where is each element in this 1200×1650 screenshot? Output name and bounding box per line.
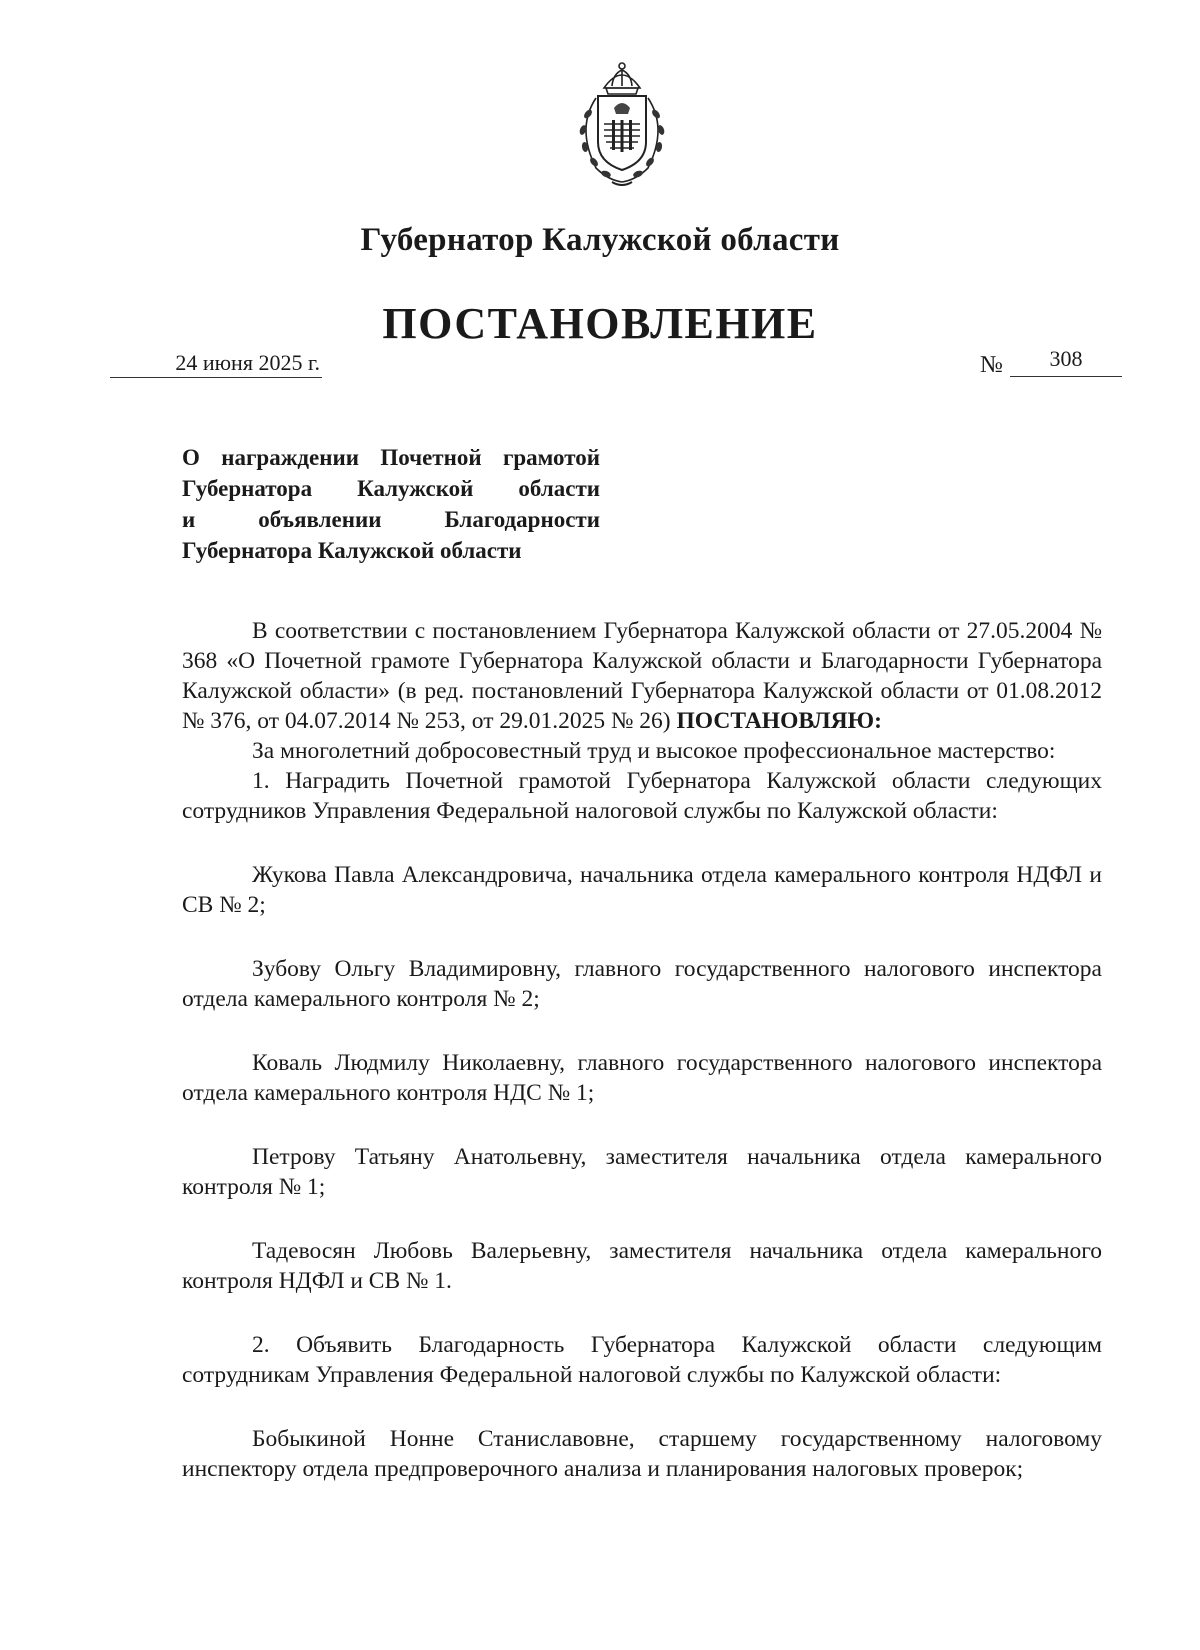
item2-paragraph: 2. Объявить Благодарность Губернатора Калужской области следующим сотрудникам Управления Федеральной налоговой службы по Калужской области: [182, 1332, 1102, 1388]
subject-line: и объявлении Благодарности [182, 507, 600, 532]
issuer-title: Губернатор Калужской области [360, 222, 840, 258]
spacer [182, 920, 1102, 954]
recipient-item: Коваль Людмилу Николаевну, главного государственного налогового инспектора отдела камерального контроля НДС № 1; [182, 1050, 1102, 1106]
decree-word: ПОСТАНОВЛЯЮ: [676, 708, 882, 734]
spacer [182, 1014, 1102, 1048]
reason-paragraph: За многолетний добросовестный труд и высокое профессиональное мастерство: [252, 738, 1056, 764]
document-date: 24 июня 2025 г. [110, 350, 322, 378]
document-type: ПОСТАНОВЛЕНИЕ [382, 299, 818, 348]
recipient-item: Бобыкиной Нонне Станиславовне, старшему государственному налоговому инспектору отдела предпроверочного анализа и планирования налоговых проверок; [182, 1426, 1102, 1482]
recipient-item: Тадевосян Любовь Валерьевну, заместителя начальника отдела камерального контроля НДФЛ и СВ № 1. [182, 1238, 1102, 1294]
subject-line: Губернатора Калужской области [182, 476, 600, 501]
recipient-item: Зубову Ольгу Владимировну, главного государственного налогового инспектора отдела камерального контроля № 2; [182, 956, 1102, 1012]
subject-line: О награждении Почетной грамотой [182, 445, 600, 470]
document-body [182, 616, 1102, 1484]
item1-paragraph: 1. Наградить Почетной грамотой Губернатора Калужской области следующих сотрудников Управления Федеральной налоговой службы по Калужской области: [182, 768, 1102, 824]
recipient-item: Жукова Павла Александровича, начальника отдела камерального контроля НДФЛ и СВ № 2; [182, 862, 1102, 918]
preamble-paragraph [182, 616, 1102, 736]
document-subject [182, 442, 600, 566]
document-number: 308 [1010, 346, 1122, 377]
recipient-item: Петрову Татьяну Анатольевну, заместителя начальника отдела камерального контроля № 1; [182, 1144, 1102, 1200]
spacer [182, 1108, 1102, 1142]
spacer [182, 1296, 1102, 1330]
spacer [182, 826, 1102, 860]
coat-of-arms-icon [566, 58, 678, 190]
subject-line: Губернатора Калужской области [182, 538, 522, 563]
number-label: № [980, 352, 1003, 378]
spacer [182, 1390, 1102, 1424]
preamble-text: В соответствии с постановлением Губернатора Калужской области от 27.05.2004 № 368 «О Почетной грамоте Губернатора Калужской области и Благодарности Губернатора Калужской области» (в ред. постановлений Губернатора Калужской области от 01.08.2012 № 376, от 04.07.2014 № 253, от 29.01.2025 № 26) [182, 618, 1102, 734]
spacer [182, 1202, 1102, 1236]
